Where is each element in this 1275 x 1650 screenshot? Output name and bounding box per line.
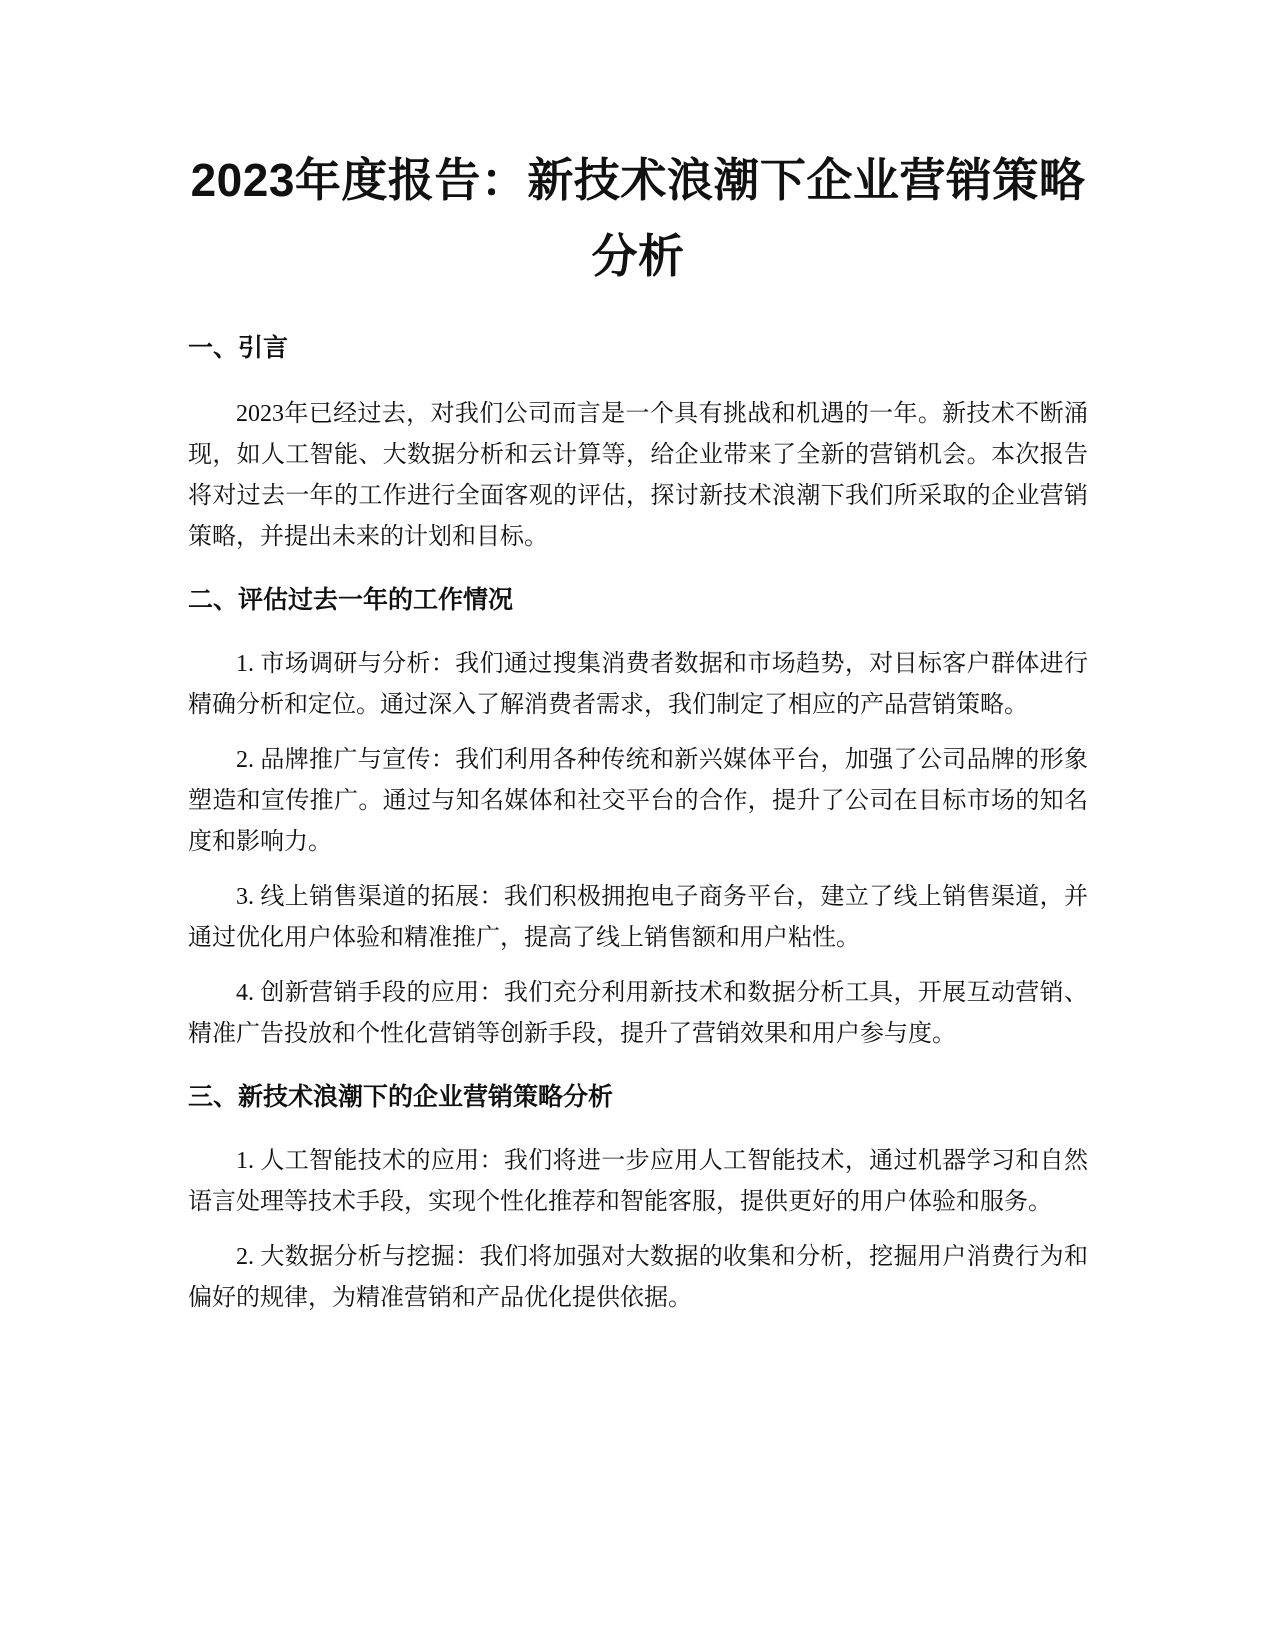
document-title: 2023年度报告：新技术浪潮下企业营销策略分析 [190,154,1086,282]
document-page [188,0,1088,1650]
paragraph-online-sales: 3. 线上销售渠道的拓展：我们积极拥抱电子商务平台，建立了线上销售渠道，并通过优化用户体验和精准推广，提高了线上销售额和用户粘性。 [188,884,1088,951]
paragraph-innovative-marketing: 4. 创新营销手段的应用：我们充分利用新技术和数据分析工具，开展互动营销、精准广告投放和个性化营销等创新手段，提升了营销效果和用户参与度。 [188,980,1088,1047]
paragraph-brand-promotion: 2. 品牌推广与宣传：我们利用各种传统和新兴媒体平台，加强了公司品牌的形象塑造和宣传推广。通过与知名媒体和社交平台的合作，提升了公司在目标市场的知名度和影响力。 [188,747,1088,855]
section-heading-evaluation: 二、评估过去一年的工作情况 [188,586,514,614]
paragraph-introduction: 2023年已经过去，对我们公司而言是一个具有挑战和机遇的一年。新技术不断涌现，如人工智能、大数据分析和云计算等，给企业带来了全新的营销机会。本次报告将对过去一年的工作进行全面客观的评估，探讨新技术浪潮下我们所采取的企业营销策略，并提出未来的计划和目标。 [188,401,1088,550]
paragraph-big-data: 2. 大数据分析与挖掘：我们将加强对大数据的收集和分析，挖掘用户消费行为和偏好的规律，为精准营销和产品优化提供依据。 [188,1244,1088,1311]
section-heading-strategy-analysis: 三、新技术浪潮下的企业营销策略分析 [188,1083,614,1111]
paragraph-market-research: 1. 市场调研与分析：我们通过搜集消费者数据和市场趋势，对目标客户群体进行精确分析和定位。通过深入了解消费者需求，我们制定了相应的产品营销策略。 [188,651,1088,718]
section-heading-introduction: 一、引言 [188,334,289,362]
paragraph-ai-application: 1. 人工智能技术的应用：我们将进一步应用人工智能技术，通过机器学习和自然语言处理等技术手段，实现个性化推荐和智能客服，提供更好的用户体验和服务。 [188,1148,1088,1215]
